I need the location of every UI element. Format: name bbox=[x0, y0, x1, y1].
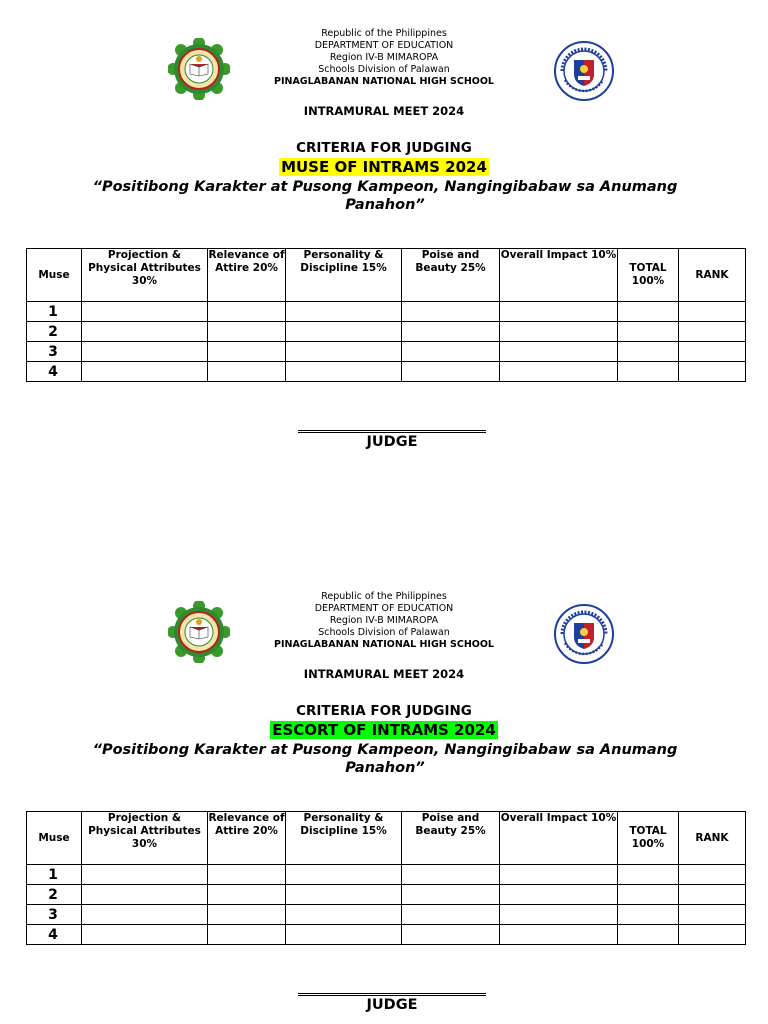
score-cell[interactable] bbox=[402, 342, 500, 362]
total-cell[interactable] bbox=[618, 885, 679, 905]
signature-line bbox=[298, 993, 486, 994]
school-name: PINAGLABANAN NATIONAL HIGH SCHOOL bbox=[274, 76, 494, 87]
score-cell[interactable] bbox=[500, 885, 618, 905]
letterhead-line: DEPARTMENT OF EDUCATION bbox=[314, 603, 454, 614]
contestant-number: 3 bbox=[27, 342, 82, 362]
total-cell[interactable] bbox=[618, 302, 679, 322]
score-cell[interactable] bbox=[82, 925, 208, 945]
score-cell[interactable] bbox=[208, 885, 286, 905]
rank-cell[interactable] bbox=[679, 322, 746, 342]
score-cell[interactable] bbox=[500, 362, 618, 382]
contestant-number: 2 bbox=[27, 322, 82, 342]
letterhead-line: Republic of the Philippines bbox=[321, 28, 447, 39]
contestant-number: 1 bbox=[27, 865, 82, 885]
column-header-projection: Projection & Physical Attributes 30% bbox=[82, 249, 208, 302]
column-header-poise: Poise and Beauty 25% bbox=[402, 812, 500, 865]
rank-cell[interactable] bbox=[679, 925, 746, 945]
score-cell[interactable] bbox=[402, 905, 500, 925]
table-row bbox=[27, 342, 746, 362]
theme-text: “Positibong Karakter at Pusong Kampeon, Nangingibabaw sa Anumang Panahon” bbox=[92, 179, 678, 213]
column-header-relevance: Relevance of Attire 20% bbox=[208, 812, 286, 865]
rank-cell[interactable] bbox=[679, 885, 746, 905]
score-cell[interactable] bbox=[286, 865, 402, 885]
table-row bbox=[27, 885, 746, 905]
table-row bbox=[27, 865, 746, 885]
column-header-muse: Muse bbox=[27, 249, 82, 302]
score-cell[interactable] bbox=[208, 342, 286, 362]
score-cell[interactable] bbox=[500, 865, 618, 885]
table-row bbox=[27, 905, 746, 925]
deped-seal-icon bbox=[553, 40, 615, 102]
column-header-rank: RANK bbox=[679, 812, 746, 865]
column-header-rank: RANK bbox=[679, 249, 746, 302]
column-header-relevance: Relevance of Attire 20% bbox=[208, 249, 286, 302]
contestant-number: 4 bbox=[27, 362, 82, 382]
judge-label: JUDGE bbox=[366, 997, 418, 1013]
score-cell[interactable] bbox=[402, 362, 500, 382]
score-cell[interactable] bbox=[208, 362, 286, 382]
score-cell[interactable] bbox=[208, 865, 286, 885]
score-cell[interactable] bbox=[82, 362, 208, 382]
letterhead bbox=[0, 591, 768, 651]
event-title bbox=[0, 721, 768, 739]
criteria-title: CRITERIA FOR JUDGING bbox=[296, 140, 472, 156]
column-header-projection: Projection & Physical Attributes 30% bbox=[82, 812, 208, 865]
signature-line bbox=[298, 995, 486, 996]
table-row bbox=[27, 362, 746, 382]
rank-cell[interactable] bbox=[679, 905, 746, 925]
score-cell[interactable] bbox=[82, 322, 208, 342]
total-cell[interactable] bbox=[618, 905, 679, 925]
event-title bbox=[0, 158, 768, 176]
score-cell[interactable] bbox=[500, 302, 618, 322]
event-title-text: MUSE OF INTRAMS 2024 bbox=[281, 158, 487, 176]
score-table bbox=[26, 248, 746, 382]
score-cell[interactable] bbox=[286, 905, 402, 925]
score-cell[interactable] bbox=[286, 925, 402, 945]
score-cell[interactable] bbox=[82, 905, 208, 925]
table-header-row bbox=[27, 812, 746, 865]
meet-title: INTRAMURAL MEET 2024 bbox=[303, 104, 465, 118]
total-cell[interactable] bbox=[618, 322, 679, 342]
school-name: PINAGLABANAN NATIONAL HIGH SCHOOL bbox=[274, 639, 494, 650]
letterhead-line: Region IV-B MIMAROPA bbox=[329, 615, 439, 626]
score-cell[interactable] bbox=[286, 322, 402, 342]
total-cell[interactable] bbox=[618, 342, 679, 362]
score-cell[interactable] bbox=[208, 322, 286, 342]
score-cell[interactable] bbox=[82, 865, 208, 885]
signature-line bbox=[298, 430, 486, 431]
rank-cell[interactable] bbox=[679, 362, 746, 382]
total-cell[interactable] bbox=[618, 865, 679, 885]
score-cell[interactable] bbox=[402, 925, 500, 945]
contestant-number: 4 bbox=[27, 925, 82, 945]
score-cell[interactable] bbox=[286, 362, 402, 382]
judge-label: JUDGE bbox=[366, 434, 418, 450]
letterhead-line: DEPARTMENT OF EDUCATION bbox=[314, 40, 454, 51]
score-cell[interactable] bbox=[500, 342, 618, 362]
score-cell[interactable] bbox=[402, 885, 500, 905]
score-cell[interactable] bbox=[82, 885, 208, 905]
event-title-text: ESCORT OF INTRAMS 2024 bbox=[272, 721, 496, 739]
column-header-muse: Muse bbox=[27, 812, 82, 865]
score-cell[interactable] bbox=[208, 905, 286, 925]
score-cell[interactable] bbox=[208, 302, 286, 322]
letterhead-line: Schools Division of Palawan bbox=[318, 627, 450, 638]
column-header-personality: Personality & Discipline 15% bbox=[286, 249, 402, 302]
rank-cell[interactable] bbox=[679, 302, 746, 322]
score-cell[interactable] bbox=[286, 342, 402, 362]
score-cell[interactable] bbox=[500, 925, 618, 945]
score-cell[interactable] bbox=[82, 342, 208, 362]
column-header-impact: Overall Impact 10% bbox=[500, 812, 618, 865]
score-cell[interactable] bbox=[286, 302, 402, 322]
table-row bbox=[27, 322, 746, 342]
theme-text: “Positibong Karakter at Pusong Kampeon, Nangingibabaw sa Anumang Panahon” bbox=[92, 742, 678, 776]
score-cell[interactable] bbox=[402, 865, 500, 885]
total-cell[interactable] bbox=[618, 925, 679, 945]
column-header-personality: Personality & Discipline 15% bbox=[286, 812, 402, 865]
contestant-number: 3 bbox=[27, 905, 82, 925]
score-cell[interactable] bbox=[402, 322, 500, 342]
letterhead-line: Region IV-B MIMAROPA bbox=[329, 52, 439, 63]
meet-title: INTRAMURAL MEET 2024 bbox=[303, 667, 465, 681]
score-cell[interactable] bbox=[402, 302, 500, 322]
letterhead bbox=[0, 28, 768, 88]
table-row bbox=[27, 925, 746, 945]
signature-line bbox=[298, 432, 486, 433]
rank-cell[interactable] bbox=[679, 865, 746, 885]
score-cell[interactable] bbox=[500, 322, 618, 342]
score-cell[interactable] bbox=[500, 905, 618, 925]
deped-seal-icon bbox=[553, 603, 615, 665]
column-header-impact: Overall Impact 10% bbox=[500, 249, 618, 302]
rank-cell[interactable] bbox=[679, 342, 746, 362]
letterhead-line: Republic of the Philippines bbox=[321, 591, 447, 602]
contestant-number: 1 bbox=[27, 302, 82, 322]
score-cell[interactable] bbox=[82, 302, 208, 322]
score-cell[interactable] bbox=[208, 925, 286, 945]
score-cell[interactable] bbox=[286, 885, 402, 905]
table-header-row bbox=[27, 249, 746, 302]
column-header-total: TOTAL 100% bbox=[618, 249, 679, 302]
table-row bbox=[27, 302, 746, 322]
column-header-poise: Poise and Beauty 25% bbox=[402, 249, 500, 302]
contestant-number: 2 bbox=[27, 885, 82, 905]
total-cell[interactable] bbox=[618, 362, 679, 382]
letterhead-line: Schools Division of Palawan bbox=[318, 64, 450, 75]
column-header-total: TOTAL 100% bbox=[618, 812, 679, 865]
score-table bbox=[26, 811, 746, 945]
criteria-title: CRITERIA FOR JUDGING bbox=[296, 703, 472, 719]
